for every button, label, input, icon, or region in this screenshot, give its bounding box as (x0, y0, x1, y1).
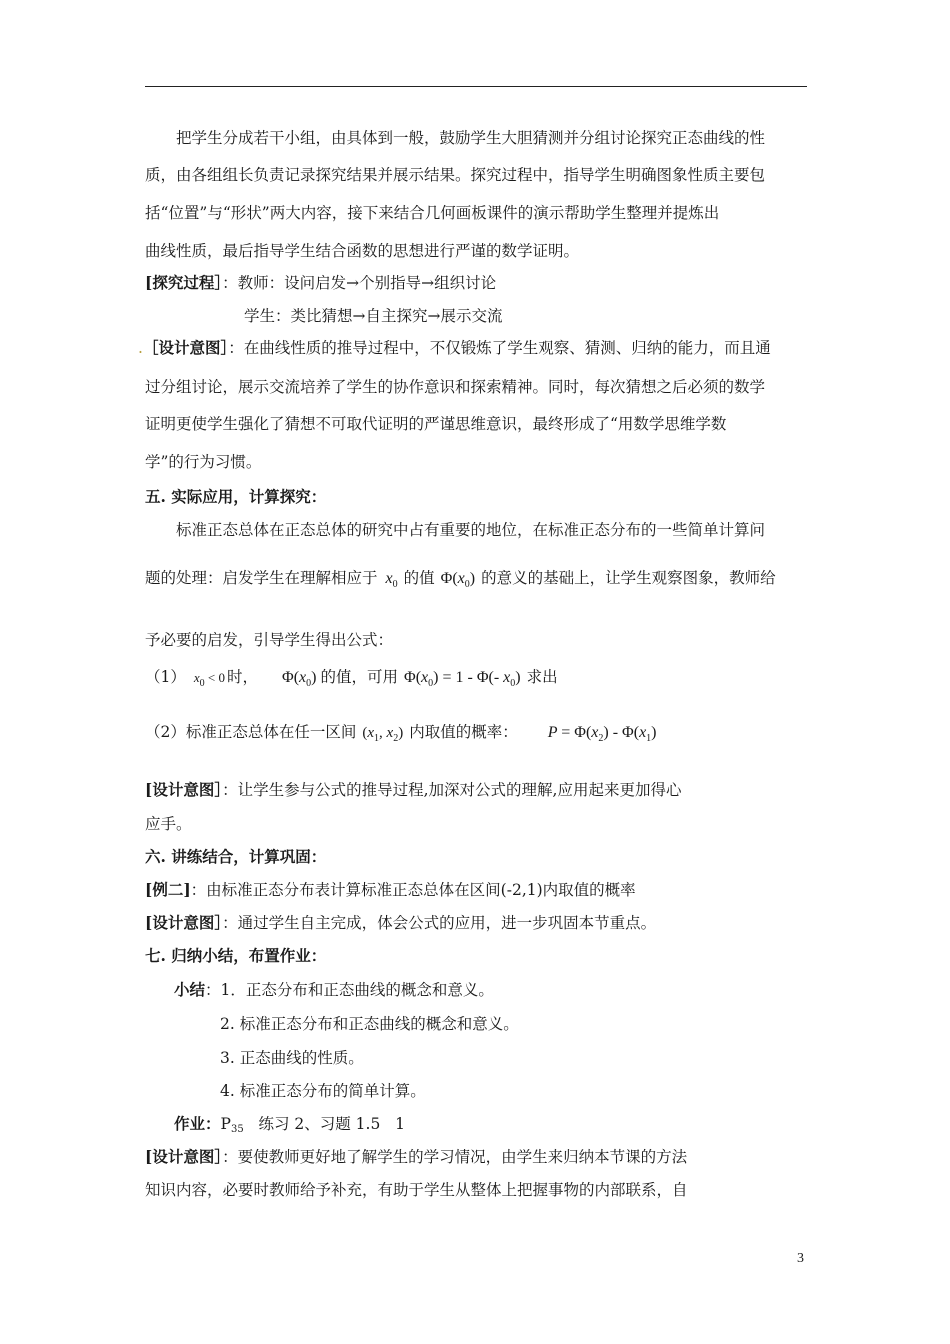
design2-label: [设计意图］ (145, 780, 223, 799)
explore-teacher-line (145, 273, 496, 293)
explore-label: [探究过程］ (145, 273, 223, 292)
math-phi-x0-2: $\Phi(x_0)$ (282, 669, 317, 689)
homework-label: 作业： (174, 1114, 221, 1133)
math-phi-identity: $\Phi(x_0) = 1 - \Phi(-$ $x_0$) (404, 669, 521, 689)
section5-line-1: 标准正态总体在正态总体的研究中占有重要的地位，在标准正态分布的一些简单计算问 (176, 521, 766, 539)
design3-label: [设计意图］ (145, 913, 223, 932)
p1-line-1: 把学生分成若干小组，由具体到一般，鼓励学生大胆猜测并分组讨论探究正态曲线的性 (176, 129, 766, 147)
example2-label: [例二] (145, 880, 191, 899)
design2-line-2: 应手。 (145, 815, 192, 833)
example2-line: [例二]：由标准正态分布表计算标准正态总体在区间(-2,1)内取值的概率 (145, 880, 636, 899)
design3-line: [设计意图］：通过学生自主完成，体会公式的应用，进一步巩固本节重点。 (145, 913, 657, 932)
summary-label: 小结 (174, 980, 206, 999)
design1-line-3: 证明更使学生强化了猜想不可取代证明的严谨思维意识，最终形成了“用数学思维学数 (145, 415, 727, 433)
homework-line: 作业：P35 练习 2、习题 1.5 1 (174, 1114, 405, 1135)
math-probability: $P = \Phi(x_2) - \Phi(x_1)$ (547, 724, 657, 744)
explore-student: 学生：类比猜想→自主探究→展示交流 (244, 307, 503, 325)
section5-title: 五. 实际应用，计算探究： (145, 487, 327, 506)
header-rule (145, 86, 807, 87)
summary-item-3: 3. 正态曲线的性质。 (220, 1049, 364, 1067)
math-x0-lt-0: $x_0 < 0$ (193, 670, 225, 689)
design1-line-4: 学”的行为习惯。 (145, 453, 262, 471)
design1-line-1: .［设计意图］：在曲线性质的推导过程中，不仅锻炼了学生观察、猜测、归纳的能力，而且通 (138, 338, 771, 357)
math-x0: $x_0$ (385, 570, 398, 590)
design2-line-1: [设计意图］：让学生参与公式的推导过程,加深对公式的理解,应用起来更加得心 (145, 780, 682, 799)
summary-item-1: 小结：1．正态分布和正态曲线的概念和意义。 (174, 980, 494, 999)
math-interval: ($x_1$, $x_2$) (362, 725, 404, 744)
p1-line-3: 括“位置”与“形状”两大内容，接下来结合几何画板课件的演示帮助学生整理并提炼出 (145, 204, 720, 222)
formula-2: （2）标准正态总体在任一区间 ($x_1$, $x_2$) 内取值的概率： $P = \Phi(x_2) - \Phi(x_1)$ (145, 723, 657, 744)
design4-line-2: 知识内容，必要时教师给予补充，有助于学生从整体上把握事物的内部联系，自 (145, 1181, 688, 1199)
p1-line-4: 曲线性质，最后指导学生结合函数的思想进行严谨的数学证明。 (145, 242, 580, 260)
section5-line-2: 题的处理：启发学生在理解相应于 $x_0$ 的值 $\Phi(x_0)$ 的意义的基础上，让学生观察图象，教师给 (145, 569, 776, 590)
math-phi-x0: $\Phi(x_0)$ (440, 570, 476, 590)
summary-item-2: 2. 标准正态分布和正态曲线的概念和意义。 (220, 1015, 519, 1033)
formula-1: （1） $x_0 < 0$ 时， $\Phi(x_0)$ 的值，可用 $\Phi(x_0) = 1 - \Phi(-$ $x_0$) 求出 (145, 668, 558, 689)
section6-title: 六. 讲练结合，计算巩固： (145, 847, 327, 866)
design1-line-2: 过分组讨论，展示交流培养了学生的协作意识和探索精神。同时，每次猜想之后必须的数学 (145, 378, 766, 396)
summary-item-4: 4. 标准正态分布的简单计算。 (220, 1082, 426, 1100)
page-number: 3 (797, 1251, 804, 1266)
design1-label: ［设计意图］ (142, 338, 229, 357)
p1-line-2: 质，由各组组长负责记录探究结果并展示结果。探究过程中，指导学生明确图象性质主要包 (145, 166, 766, 184)
design4-line-1: [设计意图］：要使教师更好地了解学生的学习情况，由学生来归纳本节课的方法 (145, 1147, 688, 1166)
section5-line-3: 予必要的启发，引导学生得出公式： (145, 631, 394, 649)
explore-teacher: ：教师：设问启发→个别指导→组织讨论 (222, 274, 497, 292)
design4-label: [设计意图］ (145, 1147, 223, 1166)
section7-title: 七. 归纳小结，布置作业： (145, 946, 327, 965)
